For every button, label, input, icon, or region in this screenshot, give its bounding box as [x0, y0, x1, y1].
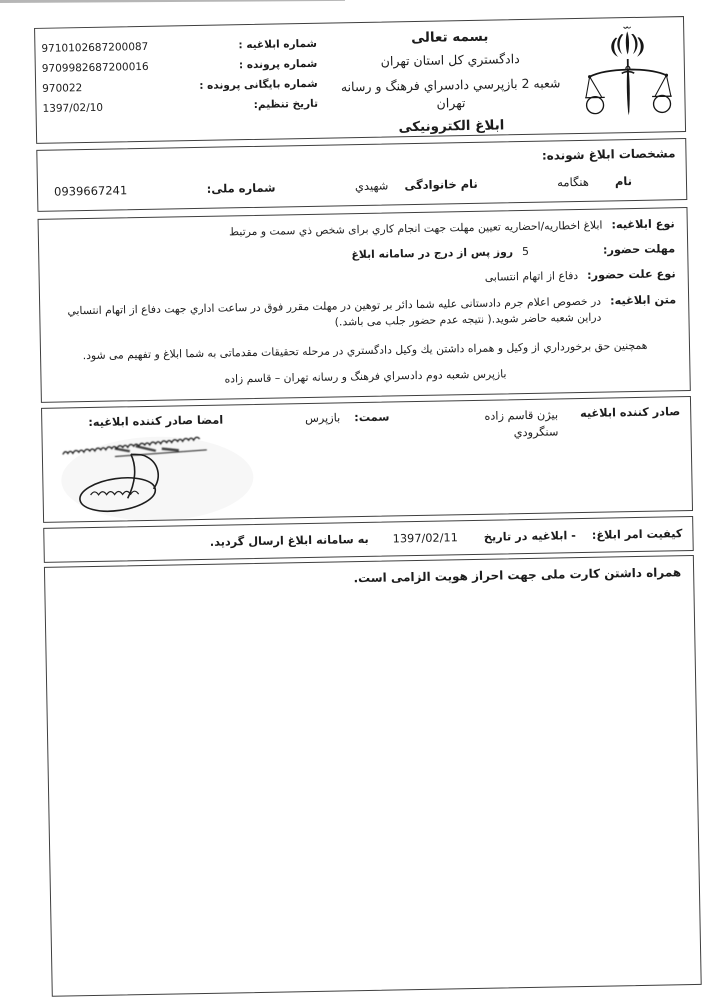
reason-row: [52, 267, 676, 291]
recipient-section: [36, 138, 687, 212]
delivery-label: کیفیت امر ابلاغ:: [592, 527, 683, 542]
header-section: [34, 16, 686, 144]
signoff-line: بازپرس شعبه دوم دادسراي فرهنگ و رسانه تهران – قاسم زاده: [53, 364, 677, 388]
field-value: 9710102687200087: [41, 41, 148, 55]
position-value: بازپرس: [305, 411, 340, 425]
notice-section: [38, 207, 691, 403]
notice-body-text: در خصوص اعلام جرم دادستانی علیه شما دائر بر توهین در مهلت مقرر فوق در ساعت اداري جهت دفاع از اتهام انتسابي دراین شعبه حاضر شوید.( نتیجه عدم حضور جلب می باشد.): [52, 294, 601, 336]
document-type-title: ابلاغ الکترونیکی: [326, 116, 576, 137]
field-label: شماره ابلاغیه :: [238, 38, 317, 51]
deadline-label: مهلت حضور:: [603, 242, 676, 256]
field-value: 970022: [42, 82, 82, 95]
field-label: تاریخ تنظیم:: [254, 98, 318, 111]
recipient-section-title: مشخصات ابلاغ شونده:: [47, 146, 675, 172]
header-fields: [39, 29, 326, 138]
recipient-family-group: [355, 177, 478, 193]
national-id-value: 0939667241: [54, 183, 127, 198]
reason-label: نوع علت حضور:: [587, 267, 676, 282]
issuer-label: صادر کننده ابلاغیه: [580, 405, 680, 420]
name-label: نام: [615, 174, 632, 188]
header-title-block: [325, 24, 577, 133]
issuer-section: [41, 396, 693, 523]
field-label: شماره بایگانی پرونده :: [199, 78, 318, 92]
gap: [389, 409, 450, 410]
org-name: دادگستري کل استان تهران: [325, 50, 575, 70]
deadline-number: 5: [522, 245, 529, 258]
deadline-row: [51, 242, 675, 266]
field-value: 1397/02/10: [42, 102, 103, 115]
national-id-required-note: همراه داشتن کارت ملی جهت احراز هویت الزامی است.: [57, 565, 681, 590]
notice-type-row: [51, 217, 675, 241]
field-value: 9709982687200016: [42, 61, 149, 75]
judiciary-scales-emblem-icon: [582, 24, 674, 126]
handwritten-signature-stamp: [56, 429, 263, 523]
family-value: شهیدي: [355, 178, 389, 193]
footer-section: [44, 555, 702, 997]
issuer-name-value: بیژن قاسم زاده سنگرودي: [450, 407, 559, 443]
recipient-fields-row: [48, 173, 676, 199]
delivery-suffix: به سامانه ابلاغ ارسال گردید.: [210, 533, 369, 549]
name-value: هنگامه: [557, 175, 589, 190]
field-case-number: [42, 58, 318, 75]
body-label: متن ابلاغیه:: [610, 293, 676, 307]
notice-type-value: ابلاغ اخطاریه/احضاریه تعیین مهلت جهت انجام کاري برای شخص ذي سمت و مرتبط: [229, 219, 603, 239]
scan-edge-artifact: [0, 0, 345, 3]
rights-paragraph: همچنین حق برخورداري از وکیل و همراه داشتن یك وکیل دادگستري در مرحله تحقیقات مقدماتی به شما ابلاغ و تفهیم می شود.: [57, 337, 673, 366]
signature-area: [56, 429, 263, 523]
branch-name: شعبه 2 بازپرسي دادسراي فرهنگ و رسانه تهران: [326, 74, 577, 114]
gap: [538, 254, 594, 255]
reason-value: دفاع از اتهام انتسابی: [485, 269, 579, 284]
field-archive-number: [42, 78, 318, 95]
body-row: [52, 292, 676, 336]
family-label: نام خانوادگی: [404, 177, 478, 192]
field-issue-date: [42, 98, 318, 115]
emblem-column: [575, 22, 681, 128]
delivery-date: 1397/02/11: [393, 531, 458, 545]
recipient-name-group: [557, 174, 632, 189]
national-id-label: شماره ملی:: [207, 181, 276, 196]
delivery-prefix: - ابلاغیه در تاریخ: [484, 529, 576, 544]
field-label: شماره پرونده :: [239, 58, 317, 71]
signature-label: امضا صادر کننده ابلاغیه:: [88, 414, 223, 429]
notice-type-label: نوع ابلاغیه:: [611, 217, 675, 231]
besmele-line: بسمه تعالی: [325, 27, 575, 48]
field-notice-number: [41, 38, 317, 55]
document-page: [34, 16, 702, 997]
deadline-text: روز پس از درج در سامانه ابلاغ: [351, 245, 513, 261]
position-label: سمت:: [354, 411, 389, 425]
gap: [223, 412, 305, 414]
